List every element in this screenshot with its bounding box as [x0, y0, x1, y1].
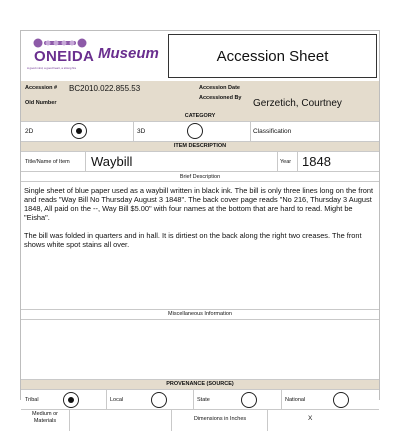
logo-text: ONEIDA — [34, 48, 95, 65]
category-3d-label: 3D — [137, 128, 146, 135]
brief-description-label: Brief Description — [179, 174, 221, 180]
accession-number-label: Accession # — [25, 85, 58, 91]
category-2d-label: 2D — [25, 128, 34, 135]
provenance-tribal-radio[interactable] — [63, 392, 79, 408]
accession-sheet — [20, 30, 380, 424]
accession-number-value[interactable]: BC2010.022.855.53 — [69, 84, 141, 93]
accessioned-by-value[interactable]: Gerzetich, Courtney — [253, 98, 342, 109]
provenance-tribal-label: Tribal — [25, 397, 39, 403]
year-value[interactable]: 1848 — [302, 154, 331, 169]
page-title: Accession Sheet — [216, 48, 329, 65]
provenance-national-label: National — [285, 397, 306, 403]
dimensions-separator: X — [308, 415, 313, 422]
provenance-national-radio[interactable] — [333, 392, 349, 408]
brief-description-paragraph-2: The bill was folded in quarters and in hall. It is dirtiest on the back along the right two creases. The front shows white spot stains all over. — [24, 231, 362, 249]
oneida-logo — [25, 37, 95, 77]
accession-date-label: Accession Date — [199, 85, 240, 91]
category-2d-radio[interactable] — [71, 123, 87, 139]
category-heading: CATEGORY — [184, 113, 216, 119]
brief-description-paragraph-1: Single sheet of blue paper used as a waybill written in black ink. The bill is only three lines long on the front and reads "Way Bill No Thursday August 3 1848". The back cover page reads "No 216, Thursday 3 August 1848, All paid on the --, Way Bill $5.00" with four names at the bottom that are hard to read. Might be "Eisha". — [24, 186, 374, 222]
title-box — [168, 34, 377, 78]
item-title-value[interactable]: Waybill — [91, 154, 133, 169]
provenance-state-label: State — [197, 397, 210, 403]
item-description-heading: ITEM DESCRIPTION — [173, 143, 227, 149]
classification-label: Classification — [253, 128, 292, 135]
accessioned-by-label: Accessioned By — [199, 95, 242, 101]
misc-info-label: Miscellaneous Information — [168, 311, 232, 317]
old-number-label: Old Number — [25, 100, 57, 106]
year-label: Year — [280, 159, 292, 165]
provenance-local-label: Local — [110, 397, 124, 403]
museum-label: Museum — [98, 45, 159, 62]
medium-materials-label: Medium or Materials — [32, 411, 58, 424]
provenance-heading: PROVENANCE (SOURCE) — [166, 381, 234, 387]
category-3d-radio[interactable] — [187, 123, 203, 139]
provenance-state-radio[interactable] — [241, 392, 257, 408]
dimensions-label: Dimensions in Inches — [193, 416, 247, 422]
item-title-label: Title/Name of Item — [25, 159, 70, 165]
provenance-local-radio[interactable] — [151, 392, 167, 408]
logo-tagline: A good mind, a good heart, a strong fire — [27, 66, 77, 70]
brief-description-text[interactable] — [24, 186, 377, 249]
